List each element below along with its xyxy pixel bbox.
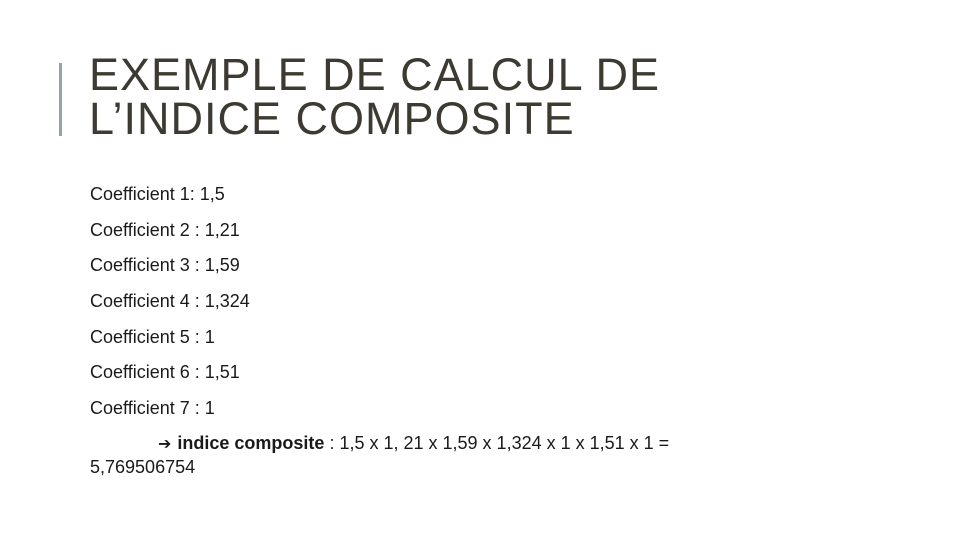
coefficient-item-3: Coefficient 3 : 1,59 [90, 255, 240, 276]
coefficient-item-6: Coefficient 6 : 1,51 [90, 362, 240, 383]
right-arrow-icon: ➔ [158, 436, 172, 453]
coefficient-item-2: Coefficient 2 : 1,21 [90, 219, 240, 240]
slide-title-line-1: EXEMPLE DE CALCUL DE [89, 49, 661, 100]
result-label: indice composite [177, 433, 325, 453]
coefficient-item-1: Coefficient 1: 1,5 [90, 184, 225, 204]
slide-title [89, 49, 909, 144]
coefficient-item-5: Coefficient 5 : 1 [90, 326, 215, 347]
slide-title-line-2: L’INDICE COMPOSITE [89, 93, 575, 144]
coefficient-item-7: Coefficient 7 : 1 [90, 398, 215, 419]
coefficient-item-4: Coefficient 4 : 1,324 [90, 291, 250, 312]
result-value: 5,769506754 [90, 457, 196, 477]
composite-index-result [90, 432, 850, 478]
title-accent-bar [59, 63, 62, 136]
result-formula: : 1,5 x 1, 21 x 1,59 x 1,324 x 1 x 1,51 x 1 = [324, 433, 670, 453]
coefficient-list [90, 182, 250, 432]
